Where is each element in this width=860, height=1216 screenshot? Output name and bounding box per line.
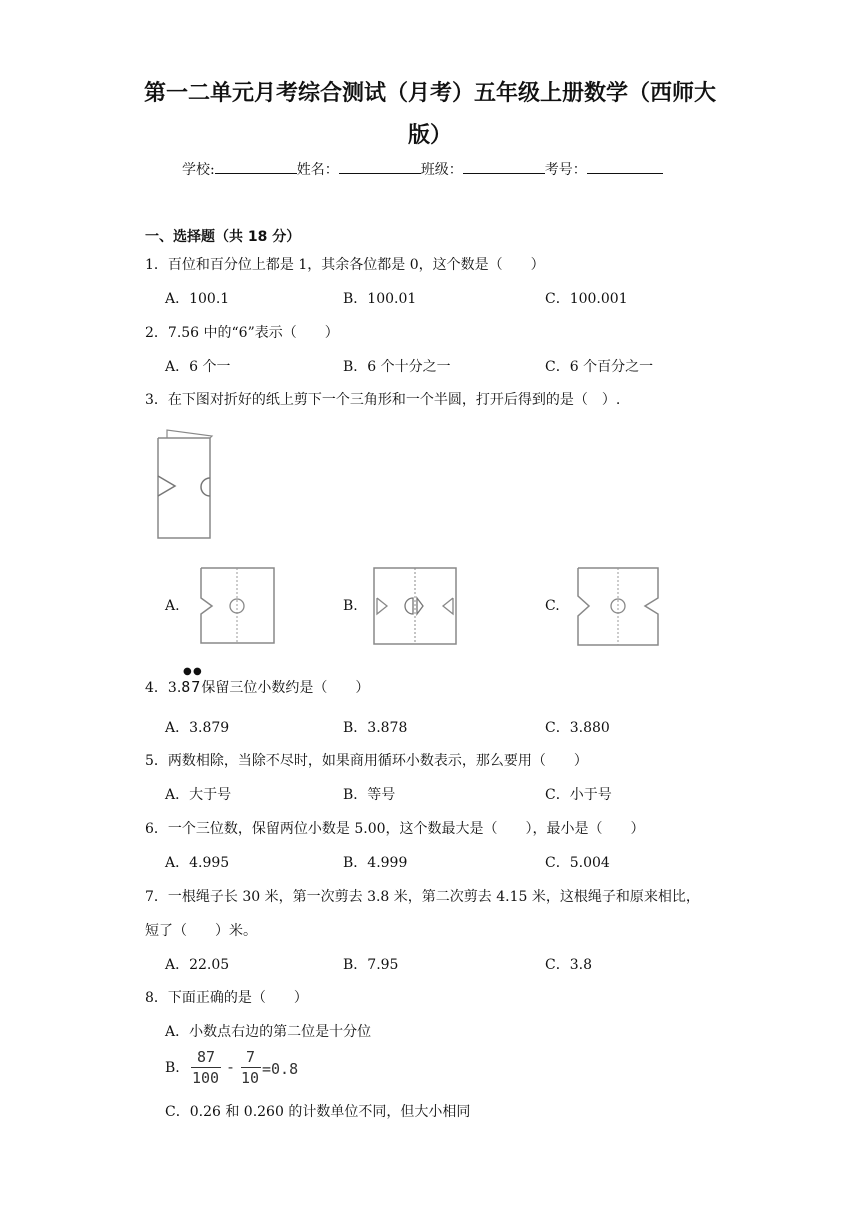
question-2-option-c[interactable]: C．6 个百分之一 xyxy=(545,359,654,375)
student-info-line xyxy=(182,159,663,179)
fraction-100-denominator: 100 xyxy=(192,1069,220,1087)
question-1-option-a[interactable]: A．100.1 xyxy=(165,291,230,307)
question-5-option-c[interactable]: C．小于号 xyxy=(545,787,612,803)
question-1-option-b[interactable]: B．100.01 xyxy=(343,291,417,307)
option-b-figure[interactable] xyxy=(372,566,458,646)
option-c-figure[interactable] xyxy=(575,566,661,648)
fraction-7-numerator: 7 xyxy=(246,1048,256,1066)
class-label: 班级： xyxy=(420,162,463,178)
repeat-dot-icon: ● xyxy=(183,666,192,677)
question-5-option-b[interactable]: B．等号 xyxy=(343,787,396,803)
question-4-option-c[interactable]: C．3.880 xyxy=(545,720,610,736)
question-3-option-b[interactable]: B. xyxy=(343,598,358,614)
fraction-87-numerator: 87 xyxy=(197,1048,216,1066)
question-5-option-a[interactable]: A．大于号 xyxy=(165,787,232,803)
section-heading: 一、选择题（共 18 分） xyxy=(145,229,301,245)
repeat-dot-icon: ● xyxy=(193,666,202,677)
fraction-bar xyxy=(191,1067,221,1068)
question-7-option-b[interactable]: B．7.95 xyxy=(343,957,399,973)
school-label: 学校: xyxy=(182,162,215,178)
fraction-10-denominator: 10 xyxy=(241,1069,260,1087)
question-7-stem-continued: 短了（ ）米。 xyxy=(145,923,257,939)
question-7-stem: 7．一根绳子长 30 米，第一次剪去 3.8 米，第二次剪去 4.15 米，这根绳子和原来相比， xyxy=(145,889,700,905)
question-7-option-c[interactable]: C．3.8 xyxy=(545,957,592,973)
page-title-continued: 版） xyxy=(407,123,452,148)
school-blank[interactable] xyxy=(215,159,297,174)
question-2-option-a[interactable]: A．6 个一 xyxy=(165,359,231,375)
question-6-stem: 6．一个三位数，保留两位小数是 5.00，这个数最大是（ ），最小是（ ） xyxy=(145,821,645,837)
folded-paper-figure xyxy=(155,428,215,542)
question-6-option-a[interactable]: A．4.995 xyxy=(165,855,230,871)
question-5-stem: 5．两数相除，当除不尽时，如果商用循环小数表示，那么要用（ ） xyxy=(145,753,588,769)
question-4-option-a[interactable]: A．3.879 xyxy=(165,720,230,736)
question-2-stem: 2．7.56 中的“6”表示（ ） xyxy=(145,325,339,341)
question-4-option-b[interactable]: B．3.878 xyxy=(343,720,408,736)
question-6-option-b[interactable]: B．4.999 xyxy=(343,855,408,871)
question-8-option-c[interactable]: C．0.26 和 0.260 的计数单位不同，但大小相同 xyxy=(165,1104,471,1120)
fraction-bar xyxy=(241,1067,261,1068)
class-blank[interactable] xyxy=(463,159,545,174)
exam-no-blank[interactable] xyxy=(587,159,663,174)
name-blank[interactable] xyxy=(339,159,421,174)
question-6-option-c[interactable]: C．5.004 xyxy=(545,855,610,871)
question-3-stem: 3．在下图对折好的纸上剪下一个三角形和一个半圆，打开后得到的是（ ）. xyxy=(145,392,621,408)
option-a-figure[interactable] xyxy=(198,566,278,646)
question-7-option-a[interactable]: A．22.05 xyxy=(165,957,230,973)
name-label: 姓名： xyxy=(296,162,339,178)
question-1-option-c[interactable]: C．100.001 xyxy=(545,291,628,307)
question-2-option-b[interactable]: B．6 个十分之一 xyxy=(343,359,451,375)
question-3-option-c[interactable]: C. xyxy=(545,598,560,614)
question-8-option-a[interactable]: A．小数点右边的第二位是十分位 xyxy=(165,1024,372,1040)
repeating-digits: 87 xyxy=(181,678,202,696)
page-title: 第一二单元月考综合测试（月考）五年级上册数学（西师大 xyxy=(143,81,716,106)
question-3-option-a[interactable]: A. xyxy=(165,598,180,614)
exam-no-label: 考号： xyxy=(544,162,587,178)
question-4-suffix: 保留三位小数约是（ ） xyxy=(201,680,370,696)
question-1-stem: 1．百位和百分位上都是 1，其余各位都是 0，这个数是（ ） xyxy=(145,257,545,273)
question-8-option-b[interactable]: B. xyxy=(165,1060,180,1076)
minus-sign: - xyxy=(226,1058,236,1076)
equals-result: =0.8 xyxy=(262,1060,299,1078)
question-8-stem: 8．下面正确的是（ ） xyxy=(145,990,308,1006)
question-4-prefix: 4．3. xyxy=(145,680,182,696)
question-4-stem xyxy=(145,677,369,697)
